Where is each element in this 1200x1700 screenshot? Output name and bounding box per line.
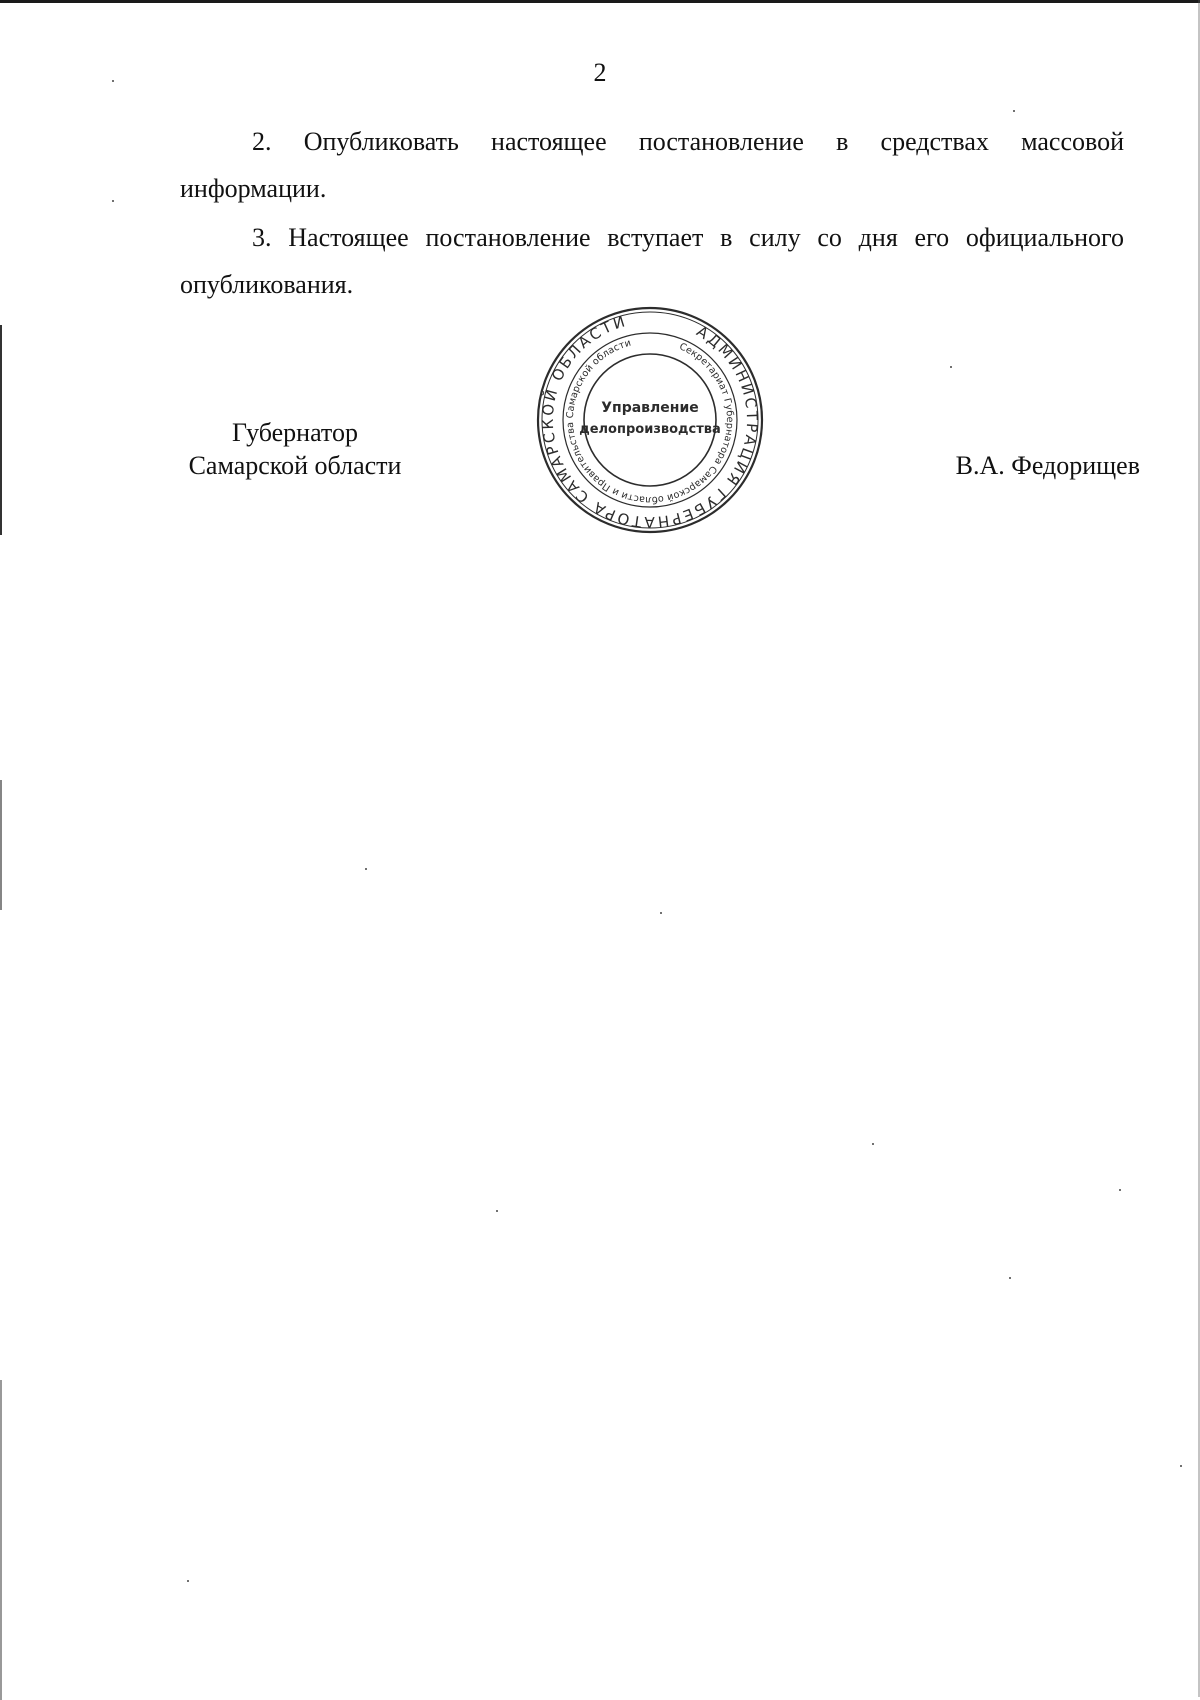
scan-speck (365, 868, 367, 870)
scan-speck (1013, 110, 1015, 112)
scan-speck (1119, 1189, 1121, 1191)
scan-speck (660, 912, 662, 914)
scan-speck (872, 1143, 874, 1145)
stamp-inner-text: Секретариат Губернатора Самарской области и Правительства Самарской области (564, 337, 736, 506)
stamp-middle-ring (563, 333, 737, 507)
stamp-center-line2: делопроизводства (579, 422, 721, 437)
signatory-name: В.А. Федорищев (955, 451, 1140, 480)
scan-speck (496, 1210, 498, 1212)
signatory-title-line1: Губернатор (232, 418, 358, 447)
page-number: 2 (593, 58, 607, 87)
paragraph-publish: 2. Опубликовать настоящее постановление в средствах массовой информации. (180, 127, 1124, 203)
paragraph-effective-date: 3. Настоящее постановление вступает в силу со дня его официального опубликования. (180, 223, 1124, 299)
scan-speck (950, 366, 952, 368)
signatory-title-line2: Самарской области (188, 451, 402, 480)
scan-left-edge (0, 1380, 2, 1700)
stamp-outer-text: АДМИНИСТРАЦИЯ ГУБЕРНАТОРА САМАРСКОЙ ОБЛАСТИ (538, 311, 762, 532)
stamp-inner-ring (584, 354, 716, 486)
scan-left-edge (0, 780, 2, 910)
signatory-title (160, 416, 430, 482)
official-stamp (535, 305, 765, 535)
stamp-center-line1: Управление (601, 400, 699, 416)
scan-speck (1009, 1277, 1011, 1279)
scan-speck (187, 1580, 189, 1582)
scan-top-edge (0, 0, 1200, 3)
scan-speck (1180, 1465, 1182, 1467)
scan-left-edge (0, 325, 2, 535)
scan-speck (112, 200, 114, 202)
